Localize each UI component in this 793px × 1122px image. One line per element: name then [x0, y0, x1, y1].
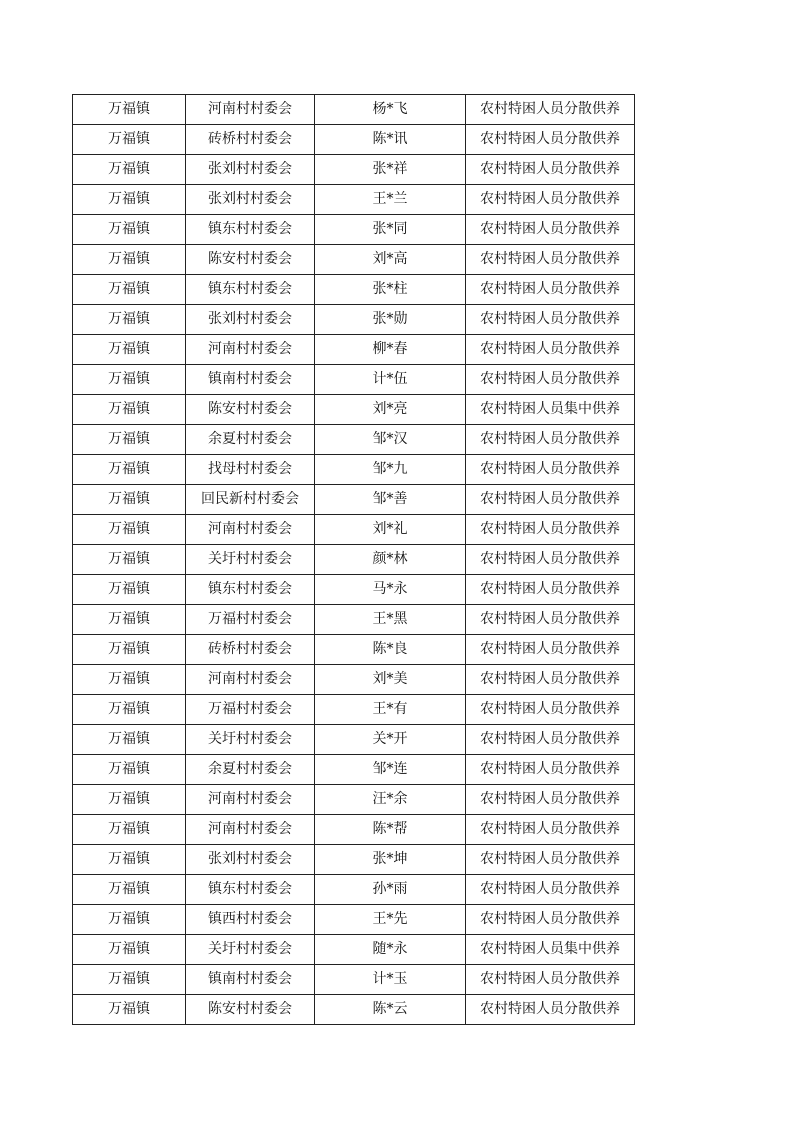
town-cell: 万福镇 — [73, 605, 186, 635]
village-committee-cell: 镇南村村委会 — [186, 965, 315, 995]
table-row — [73, 935, 635, 965]
table-row — [73, 815, 635, 845]
person-name-cell: 王*兰 — [315, 185, 466, 215]
support-type-cell: 农村特困人员分散供养 — [466, 155, 635, 185]
table-row — [73, 365, 635, 395]
table-row — [73, 125, 635, 155]
support-type-cell: 农村特困人员分散供养 — [466, 815, 635, 845]
support-type-cell: 农村特困人员分散供养 — [466, 905, 635, 935]
person-name-cell: 张*坤 — [315, 845, 466, 875]
person-name-cell: 马*永 — [315, 575, 466, 605]
support-type-cell: 农村特困人员分散供养 — [466, 425, 635, 455]
town-cell: 万福镇 — [73, 515, 186, 545]
person-name-cell: 柳*春 — [315, 335, 466, 365]
person-name-cell: 邹*善 — [315, 485, 466, 515]
town-cell: 万福镇 — [73, 995, 186, 1025]
village-committee-cell: 镇东村村委会 — [186, 875, 315, 905]
person-name-cell: 计*玉 — [315, 965, 466, 995]
town-cell: 万福镇 — [73, 575, 186, 605]
table-row — [73, 275, 635, 305]
table-row — [73, 395, 635, 425]
person-name-cell: 杨*飞 — [315, 95, 466, 125]
person-name-cell: 计*伍 — [315, 365, 466, 395]
support-type-cell: 农村特困人员分散供养 — [466, 215, 635, 245]
person-name-cell: 刘*礼 — [315, 515, 466, 545]
support-type-cell: 农村特困人员分散供养 — [466, 605, 635, 635]
table-row — [73, 755, 635, 785]
village-committee-cell: 河南村村委会 — [186, 335, 315, 365]
town-cell: 万福镇 — [73, 785, 186, 815]
roster-table — [72, 94, 635, 1025]
table-row — [73, 965, 635, 995]
support-type-cell: 农村特困人员分散供养 — [466, 965, 635, 995]
town-cell: 万福镇 — [73, 185, 186, 215]
town-cell: 万福镇 — [73, 125, 186, 155]
table-row — [73, 575, 635, 605]
person-name-cell: 张*祥 — [315, 155, 466, 185]
town-cell: 万福镇 — [73, 875, 186, 905]
support-type-cell: 农村特困人员分散供养 — [466, 545, 635, 575]
town-cell: 万福镇 — [73, 815, 186, 845]
village-committee-cell: 余夏村村委会 — [186, 755, 315, 785]
table-row — [73, 635, 635, 665]
person-name-cell: 刘*美 — [315, 665, 466, 695]
town-cell: 万福镇 — [73, 275, 186, 305]
person-name-cell: 邹*九 — [315, 455, 466, 485]
person-name-cell: 张*勋 — [315, 305, 466, 335]
table-row — [73, 245, 635, 275]
support-type-cell: 农村特困人员分散供养 — [466, 515, 635, 545]
table-row — [73, 905, 635, 935]
support-type-cell: 农村特困人员分散供养 — [466, 875, 635, 905]
town-cell: 万福镇 — [73, 425, 186, 455]
person-name-cell: 王*黑 — [315, 605, 466, 635]
village-committee-cell: 张刘村村委会 — [186, 185, 315, 215]
person-name-cell: 刘*高 — [315, 245, 466, 275]
table-row — [73, 725, 635, 755]
village-committee-cell: 陈安村村委会 — [186, 395, 315, 425]
town-cell: 万福镇 — [73, 455, 186, 485]
village-committee-cell: 张刘村村委会 — [186, 845, 315, 875]
town-cell: 万福镇 — [73, 935, 186, 965]
support-type-cell: 农村特困人员分散供养 — [466, 125, 635, 155]
town-cell: 万福镇 — [73, 395, 186, 425]
village-committee-cell: 镇东村村委会 — [186, 215, 315, 245]
town-cell: 万福镇 — [73, 635, 186, 665]
person-name-cell: 陈*云 — [315, 995, 466, 1025]
village-committee-cell: 河南村村委会 — [186, 515, 315, 545]
village-committee-cell: 镇东村村委会 — [186, 575, 315, 605]
village-committee-cell: 镇西村村委会 — [186, 905, 315, 935]
table-row — [73, 695, 635, 725]
table-row — [73, 185, 635, 215]
village-committee-cell: 河南村村委会 — [186, 785, 315, 815]
town-cell: 万福镇 — [73, 695, 186, 725]
table-row — [73, 995, 635, 1025]
support-type-cell: 农村特困人员集中供养 — [466, 395, 635, 425]
table-row — [73, 155, 635, 185]
person-name-cell: 王*先 — [315, 905, 466, 935]
support-type-cell: 农村特困人员分散供养 — [466, 305, 635, 335]
support-type-cell: 农村特困人员分散供养 — [466, 275, 635, 305]
person-name-cell: 随*永 — [315, 935, 466, 965]
town-cell: 万福镇 — [73, 215, 186, 245]
village-committee-cell: 镇东村村委会 — [186, 275, 315, 305]
village-committee-cell: 找母村村委会 — [186, 455, 315, 485]
town-cell: 万福镇 — [73, 485, 186, 515]
support-type-cell: 农村特困人员分散供养 — [466, 845, 635, 875]
person-name-cell: 汪*余 — [315, 785, 466, 815]
table-row — [73, 485, 635, 515]
village-committee-cell: 关圩村村委会 — [186, 935, 315, 965]
table-row — [73, 605, 635, 635]
village-committee-cell: 关圩村村委会 — [186, 725, 315, 755]
support-type-cell: 农村特困人员分散供养 — [466, 455, 635, 485]
table-row — [73, 425, 635, 455]
table-row — [73, 515, 635, 545]
table-row — [73, 215, 635, 245]
village-committee-cell: 镇南村村委会 — [186, 365, 315, 395]
person-name-cell: 关*开 — [315, 725, 466, 755]
person-name-cell: 陈*讯 — [315, 125, 466, 155]
person-name-cell: 邹*连 — [315, 755, 466, 785]
village-committee-cell: 张刘村村委会 — [186, 305, 315, 335]
town-cell: 万福镇 — [73, 245, 186, 275]
town-cell: 万福镇 — [73, 365, 186, 395]
table-row — [73, 335, 635, 365]
village-committee-cell: 河南村村委会 — [186, 95, 315, 125]
town-cell: 万福镇 — [73, 755, 186, 785]
person-name-cell: 邹*汉 — [315, 425, 466, 455]
table-row — [73, 875, 635, 905]
person-name-cell: 孙*雨 — [315, 875, 466, 905]
table-row — [73, 545, 635, 575]
village-committee-cell: 河南村村委会 — [186, 815, 315, 845]
village-committee-cell: 万福村村委会 — [186, 695, 315, 725]
village-committee-cell: 陈安村村委会 — [186, 245, 315, 275]
town-cell: 万福镇 — [73, 905, 186, 935]
town-cell: 万福镇 — [73, 845, 186, 875]
support-type-cell: 农村特困人员集中供养 — [466, 935, 635, 965]
town-cell: 万福镇 — [73, 305, 186, 335]
support-type-cell: 农村特困人员分散供养 — [466, 365, 635, 395]
person-name-cell: 张*同 — [315, 215, 466, 245]
support-type-cell: 农村特困人员分散供养 — [466, 665, 635, 695]
village-committee-cell: 陈安村村委会 — [186, 995, 315, 1025]
town-cell: 万福镇 — [73, 335, 186, 365]
town-cell: 万福镇 — [73, 155, 186, 185]
table-row — [73, 305, 635, 335]
support-type-cell: 农村特困人员分散供养 — [466, 785, 635, 815]
table-row — [73, 785, 635, 815]
support-type-cell: 农村特困人员分散供养 — [466, 575, 635, 605]
table-row — [73, 455, 635, 485]
person-name-cell: 张*柱 — [315, 275, 466, 305]
town-cell: 万福镇 — [73, 965, 186, 995]
table-row — [73, 665, 635, 695]
village-committee-cell: 关圩村村委会 — [186, 545, 315, 575]
table-row — [73, 845, 635, 875]
person-name-cell: 陈*良 — [315, 635, 466, 665]
village-committee-cell: 河南村村委会 — [186, 665, 315, 695]
table-row — [73, 95, 635, 125]
village-committee-cell: 万福村村委会 — [186, 605, 315, 635]
village-committee-cell: 回民新村村委会 — [186, 485, 315, 515]
village-committee-cell: 张刘村村委会 — [186, 155, 315, 185]
support-type-cell: 农村特困人员分散供养 — [466, 995, 635, 1025]
support-type-cell: 农村特困人员分散供养 — [466, 95, 635, 125]
support-type-cell: 农村特困人员分散供养 — [466, 635, 635, 665]
support-type-cell: 农村特困人员分散供养 — [466, 725, 635, 755]
town-cell: 万福镇 — [73, 95, 186, 125]
town-cell: 万福镇 — [73, 665, 186, 695]
village-committee-cell: 砖桥村村委会 — [186, 635, 315, 665]
village-committee-cell: 砖桥村村委会 — [186, 125, 315, 155]
support-type-cell: 农村特困人员分散供养 — [466, 755, 635, 785]
town-cell: 万福镇 — [73, 545, 186, 575]
support-type-cell: 农村特困人员分散供养 — [466, 335, 635, 365]
person-name-cell: 王*有 — [315, 695, 466, 725]
town-cell: 万福镇 — [73, 725, 186, 755]
support-type-cell: 农村特困人员分散供养 — [466, 485, 635, 515]
person-name-cell: 陈*帮 — [315, 815, 466, 845]
roster-table-body — [73, 95, 635, 1025]
village-committee-cell: 余夏村村委会 — [186, 425, 315, 455]
support-type-cell: 农村特困人员分散供养 — [466, 185, 635, 215]
support-type-cell: 农村特困人员分散供养 — [466, 695, 635, 725]
person-name-cell: 颜*林 — [315, 545, 466, 575]
person-name-cell: 刘*亮 — [315, 395, 466, 425]
support-type-cell: 农村特困人员分散供养 — [466, 245, 635, 275]
